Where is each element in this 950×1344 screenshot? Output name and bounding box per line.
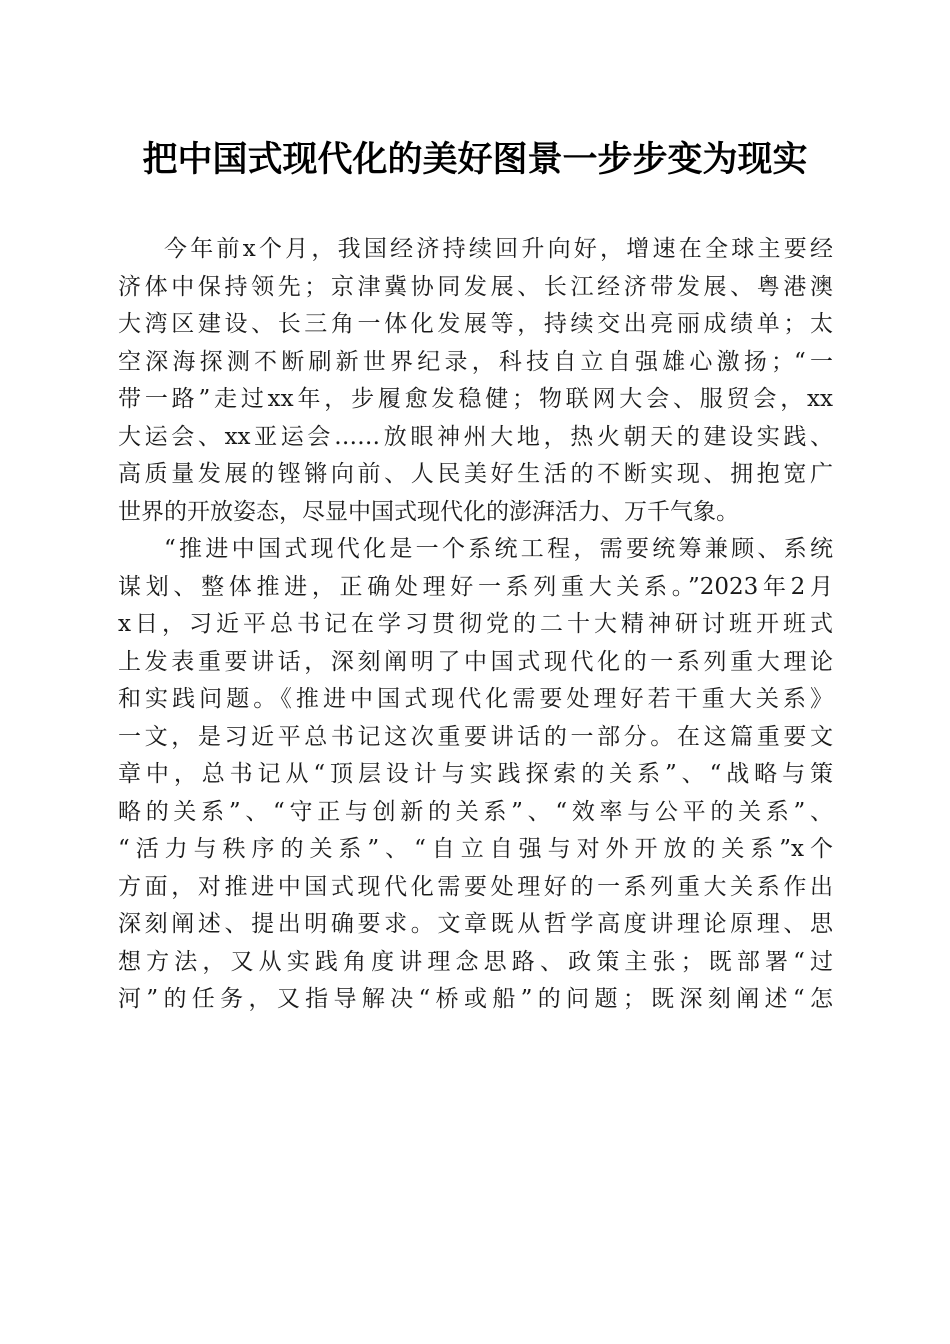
paragraph-line: 章中，总书记从“顶层设计与实践探索的关系”、“战略与策 xyxy=(118,761,833,787)
paragraph-line: 空深海探测不断刷新世界纪录，科技自立自强雄心激扬；“一 xyxy=(118,348,833,375)
paragraph-line: 想方法，又从实践角度讲理念思路、政策主张；既部署“过 xyxy=(118,948,833,975)
paragraph-line: 和实践问题。《推进中国式现代化需要处理好若干重大关系》 xyxy=(118,686,833,712)
paragraph-line: 方面，对推进中国式现代化需要处理好的一系列重大关系作出 xyxy=(118,873,833,900)
document-body xyxy=(118,231,833,1019)
paragraph-line: 高质量发展的铿锵向前、人民美好生活的不断实现、拥抱宽广 xyxy=(118,461,833,487)
document-title: 把中国式现代化的美好图景一步步变为现实 xyxy=(142,139,808,180)
paragraph-line: 河”的任务，又指导解决“桥或船”的问题；既深刻阐述“怎 xyxy=(118,986,833,1012)
paragraph-line: 略的关系”、“守正与创新的关系”、“效率与公平的关系”、 xyxy=(118,798,833,825)
paragraph-line: x日，习近平总书记在学习贯彻党的二十大精神研讨班开班式 xyxy=(118,611,833,637)
paragraph-line: 济体中保持领先；京津冀协同发展、长江经济带发展、粤港澳 xyxy=(118,273,833,300)
paragraph-line: “推进中国式现代化是一个系统工程，需要统筹兼顾、系统 xyxy=(164,536,833,562)
paragraph-line: 世界的开放姿态，尽显中国式现代化的澎湃活力、万千气象。 xyxy=(118,498,739,525)
paragraph-line: 大运会、xx亚运会……放眼神州大地，热火朝天的建设实践、 xyxy=(118,423,833,450)
paragraph-line: 上发表重要讲话，深刻阐明了中国式现代化的一系列重大理论 xyxy=(118,648,833,675)
paragraph-line: 一文，是习近平总书记这次重要讲话的一部分。在这篇重要文 xyxy=(118,723,833,750)
paragraph-line: “活力与秩序的关系”、“自立自强与对外开放的关系”x个 xyxy=(118,836,833,862)
paragraph-1 xyxy=(118,231,833,531)
paragraph-line: 大湾区建设、长三角一体化发展等，持续交出亮丽成绩单；太 xyxy=(118,311,833,337)
paragraph-2 xyxy=(118,531,833,1019)
paragraph-line: 深刻阐述、提出明确要求。文章既从哲学高度讲理论原理、思 xyxy=(118,911,833,937)
paragraph-line: 谋划、整体推进，正确处理好一系列重大关系。”2023年2月 xyxy=(118,573,833,600)
paragraph-line: 带一路”走过xx年，步履愈发稳健；物联网大会、服贸会，xx xyxy=(118,386,833,412)
paragraph-line: 今年前x个月，我国经济持续回升向好，增速在全球主要经 xyxy=(164,236,833,262)
